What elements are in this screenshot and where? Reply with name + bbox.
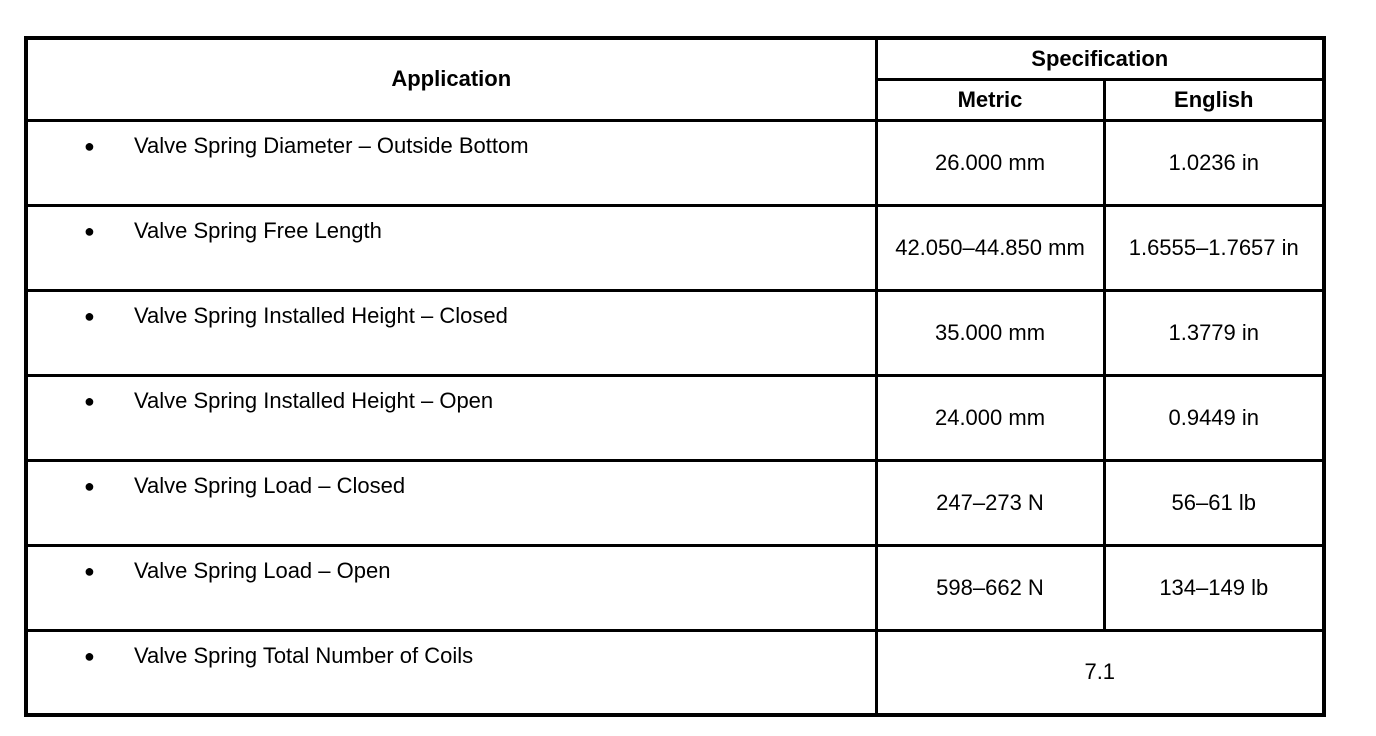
application-text: Valve Spring Installed Height – Open [134,387,494,413]
application-cell [26,205,876,290]
table-row [26,290,1324,375]
application-cell [26,375,876,460]
application-text: Valve Spring Load – Closed [134,472,406,498]
table-row [26,205,1324,290]
bullet-icon: ● [84,220,95,241]
metric-header: Metric [876,79,1104,120]
metric-value: 24.000 mm [876,375,1104,460]
application-cell [26,290,876,375]
english-header: English [1104,79,1324,120]
table-row [26,460,1324,545]
bullet-icon: ● [84,645,95,666]
metric-value: 42.050–44.850 mm [876,205,1104,290]
bullet-icon: ● [84,135,95,156]
table-row [26,375,1324,460]
combined-value: 7.1 [876,630,1324,715]
valve-spring-spec-table [24,36,1326,717]
english-value: 56–61 lb [1104,460,1324,545]
application-text: Valve Spring Diameter – Outside Bottom [134,132,529,158]
bullet-icon: ● [84,390,95,411]
application-cell [26,460,876,545]
english-value: 1.0236 in [1104,120,1324,205]
application-text: Valve Spring Free Length [134,217,382,243]
english-value: 1.3779 in [1104,290,1324,375]
english-value: 134–149 lb [1104,545,1324,630]
english-value: 1.6555–1.7657 in [1104,205,1324,290]
specification-header: Specification [876,38,1324,79]
application-cell [26,545,876,630]
application-cell [26,630,876,715]
english-value: 0.9449 in [1104,375,1324,460]
application-text: Valve Spring Installed Height – Closed [134,302,508,328]
table-row [26,120,1324,205]
metric-value: 247–273 N [876,460,1104,545]
metric-value: 598–662 N [876,545,1104,630]
table-row [26,545,1324,630]
application-text: Valve Spring Load – Open [134,557,391,583]
metric-value: 26.000 mm [876,120,1104,205]
bullet-icon: ● [84,475,95,496]
application-header: Application [26,38,876,120]
application-text: Valve Spring Total Number of Coils [134,642,474,668]
bullet-icon: ● [84,560,95,581]
metric-value: 35.000 mm [876,290,1104,375]
table-row [26,630,1324,715]
application-cell [26,120,876,205]
bullet-icon: ● [84,305,95,326]
